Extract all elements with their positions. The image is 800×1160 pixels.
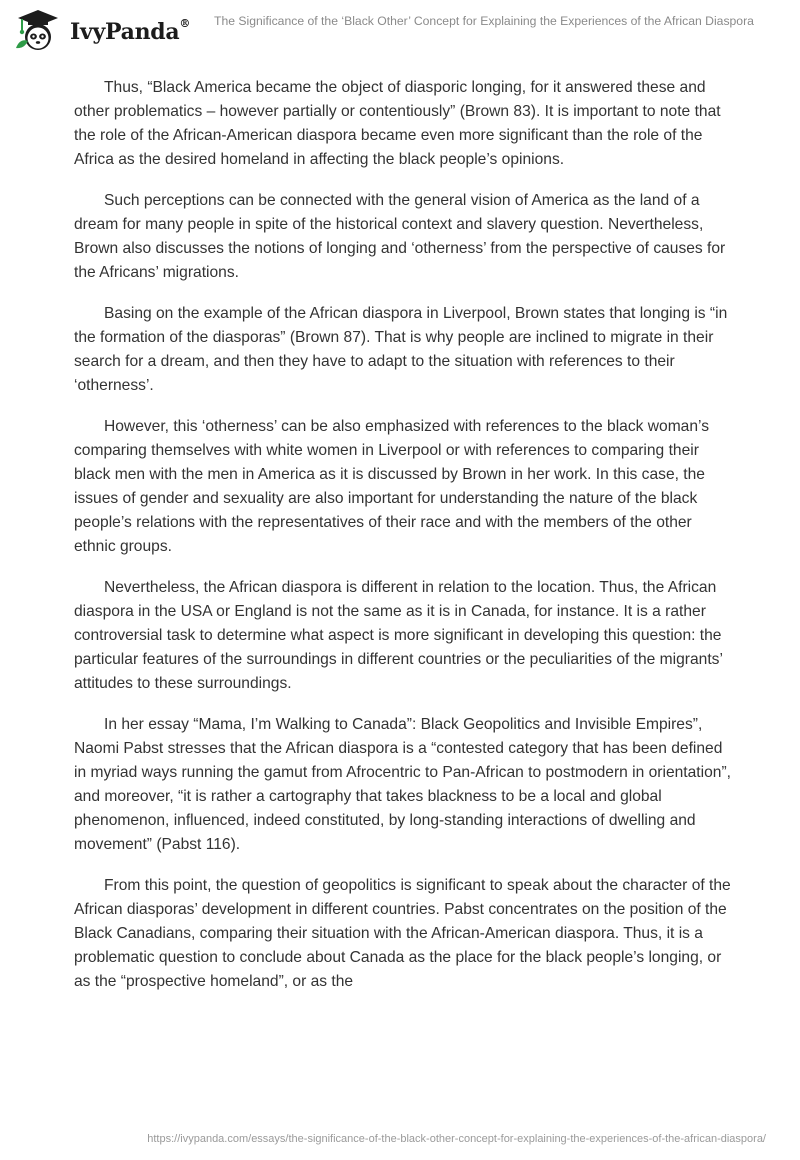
essay-body [74,76,734,1011]
paragraph-2: Such perceptions can be connected with the general vision of America as the land of a dream for many people in spite of the historical context and slavery question. Nevertheless, Brown also discusses the notions of longing and ‘otherness’ from the perspective of causes for the Africans’ migrations. [74,192,726,281]
source-url[interactable]: https://ivypanda.com/essays/the-significance-of-the-black-other-concept-for-explaining-the-experiences-of-the-african-diaspora/ [147,1133,766,1145]
ivypanda-logo[interactable] [14,8,204,54]
logo-wordmark [70,19,190,45]
logo-name: IvyPanda [70,19,180,45]
paragraph-6: In her essay “Mama, I’m Walking to Canada”: Black Geopolitics and Invisible Empires”, Naomi Pabst stresses that the African diaspora is a “contested category that has been defined in myriad ways running the gamut from Afrocentric to Pan-African to postmodern in orientation”, and moreover, “it is rather a cartography that takes blackness to be a local and global phenomenon, influenced, indeed constituted, by long-standing interactions of dwelling and movement” (Pabst 116). [74,716,731,853]
paragraph-3: Basing on the example of the African diaspora in Liverpool, Brown states that longing is “in the formation of the diasporas” (Brown 87). That is why people are inclined to migrate in their search for a dream, and then they have to adapt to the situation with references to their ‘otherness’. [74,305,728,394]
registered-mark: ® [179,17,191,30]
page-header [0,0,800,60]
paragraph-1: Thus, “Black America became the object of diasporic longing, for it answered these and other problematics – however partially or contentiously” (Brown 83). It is important to note that the role of the African-American diaspora became even more significant than the role of the Africa as the desired homeland in affecting the black people’s opinions. [74,79,721,168]
panda-graduate-icon [14,8,62,52]
paragraph-4: However, this ‘otherness’ can be also emphasized with references to the black woman’s comparing themselves with white women in Liverpool or with references to comparing their black men with the men in America as it is discussed by Brown in her work. In this case, the issues of gender and sexuality are also important for understanding the nature of the black people’s relations with the representatives of their race and with the members of the other ethnic groups. [74,418,710,555]
paragraph-5: Nevertheless, the African diaspora is different in relation to the location. Thus, the African diaspora in the USA or England is not the same as it is in Canada, for instance. It is a rather controversial task to determine what aspect is more significant in developing this question: the particular features of the surroundings in different countries or the peculiarities of the migrants’ attitudes to these surroundings. [74,579,723,692]
paragraph-7: From this point, the question of geopolitics is significant to speak about the character of the African diasporas’ development in different countries. Pabst concentrates on the position of the Black Canadians, comparing their situation with the African-American diaspora. Thus, it is a problematic question to conclude about Canada as the place for the black people’s longing, or as the “prospective homeland”, or as the [74,877,731,990]
document-title: The Significance of the ‘Black Other’ Concept for Explaining the Experiences of the African Diaspora [214,14,754,28]
